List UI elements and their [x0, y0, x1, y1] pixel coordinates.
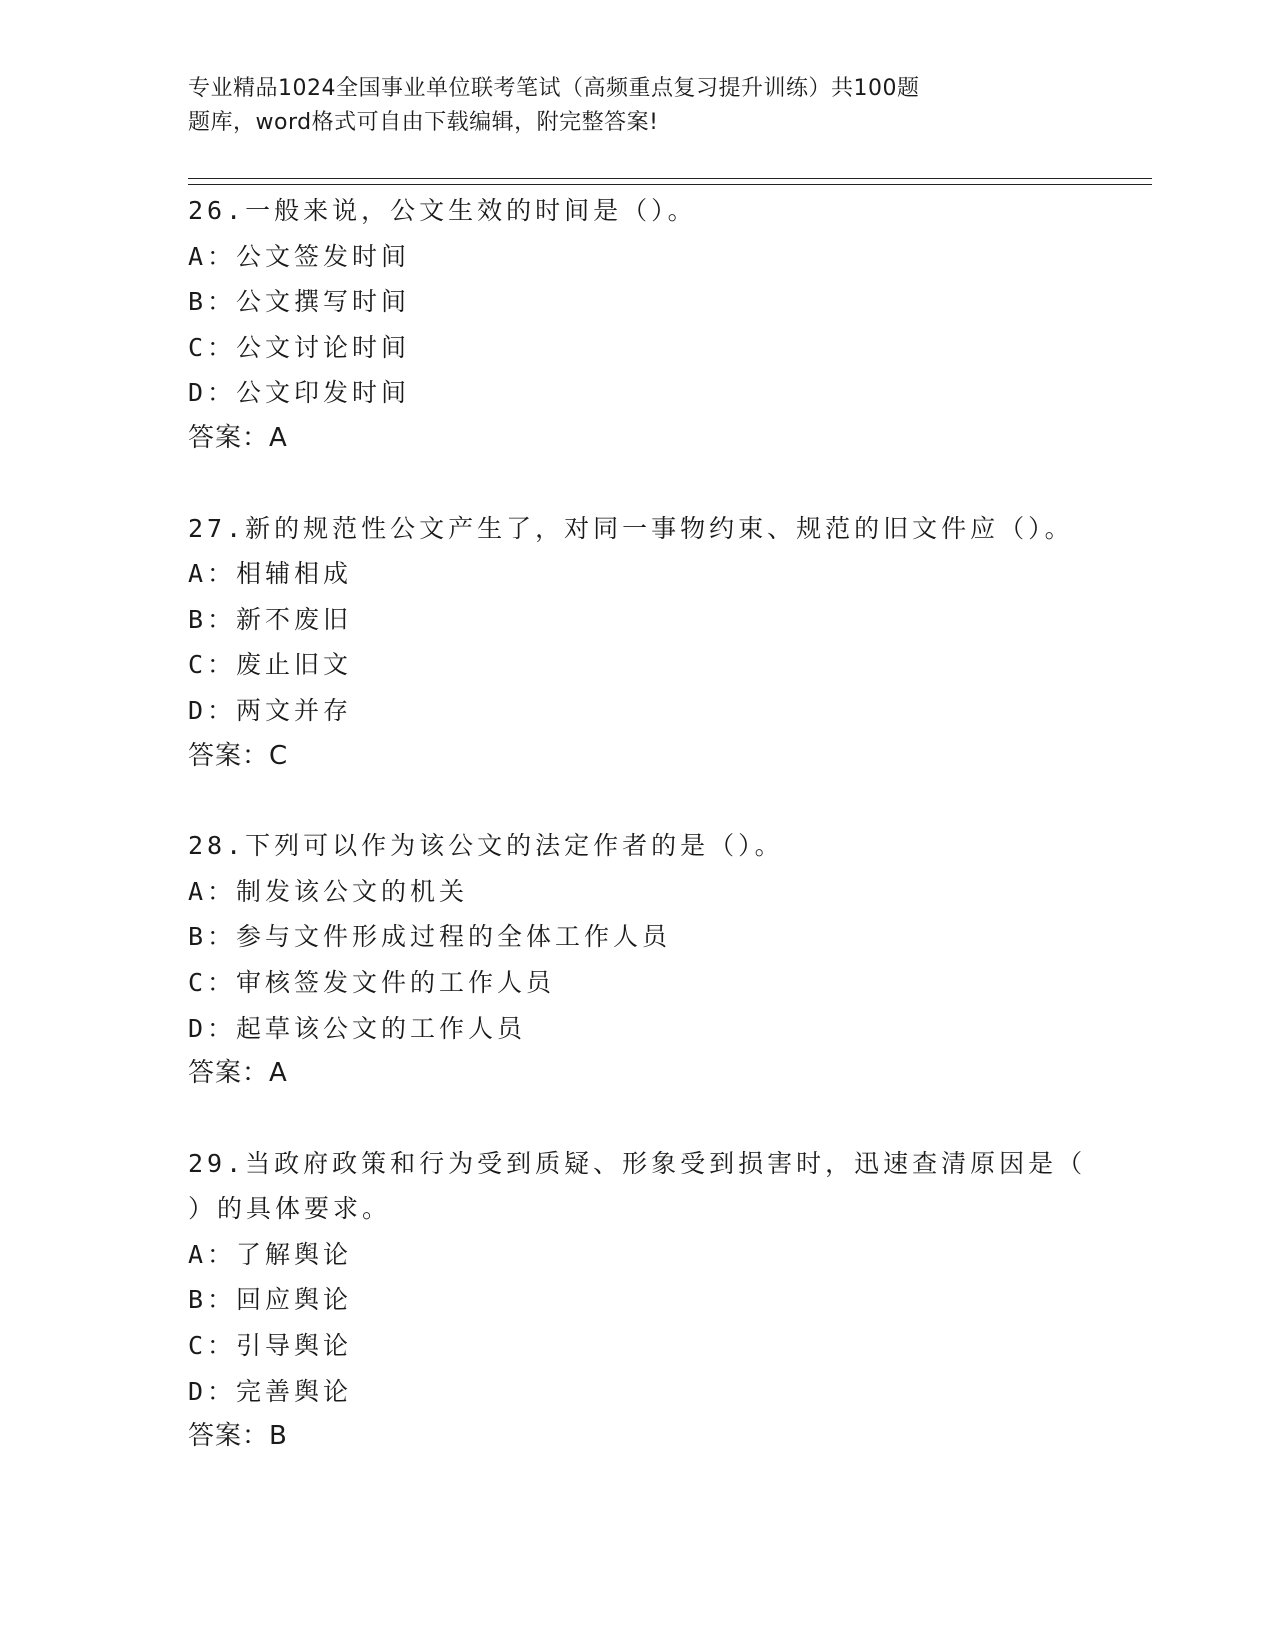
- option-a: A：制发该公文的机关: [188, 876, 469, 906]
- question-stem-line: 26.一般来说，公文生效的时间是（）。: [188, 196, 697, 225]
- question-stem-line: 28.下列可以作为该公文的法定作者的是（）。: [188, 831, 784, 861]
- header-divider-bottom: [188, 184, 1152, 185]
- question-stem-line-1: 29.当政府政策和行为受到质疑、形象受到损害时，迅速查清原因是（: [188, 1148, 1087, 1178]
- answer-label: 答案：A: [188, 422, 288, 453]
- question-28: [188, 823, 1088, 1097]
- question-stem-line: 27.新的规范性公文产生了，对同一事物约束、规范的旧文件应（）。: [188, 513, 1074, 543]
- answer-label: 答案：C: [188, 740, 289, 771]
- question-list: [188, 188, 1088, 1504]
- option-c: C：引导舆论: [188, 1331, 353, 1361]
- option-a: A：公文签发时间: [188, 241, 411, 271]
- option-b: B：公文撰写时间: [188, 287, 411, 317]
- option-d: D：完善舆论: [188, 1376, 353, 1406]
- question-stem: [188, 823, 1088, 869]
- question-29: [188, 1141, 1088, 1460]
- option-d: D：起草该公文的工作人员: [188, 1013, 527, 1043]
- option-c: C：审核签发文件的工作人员: [188, 967, 556, 997]
- option-d: D：公文印发时间: [188, 378, 411, 408]
- question-27: [188, 506, 1088, 780]
- answer-label: 答案：A: [188, 1058, 288, 1089]
- question-stem: [188, 506, 1088, 552]
- question-stem-line-2: ）的具体要求。: [188, 1194, 392, 1224]
- question-26: [188, 188, 1088, 462]
- option-a: A：相辅相成: [188, 559, 353, 589]
- option-c: C：公文讨论时间: [188, 332, 411, 362]
- option-a: A：了解舆论: [188, 1239, 353, 1269]
- option-b: B：新不废旧: [188, 604, 353, 634]
- header-line-2: 题库，word格式可自由下载编辑，附完整答案!: [188, 110, 659, 135]
- option-d: D：两文并存: [188, 695, 353, 725]
- option-b: B：参与文件形成过程的全体工作人员: [188, 922, 672, 952]
- option-c: C：废止旧文: [188, 650, 353, 680]
- header-divider-top: [188, 178, 1152, 179]
- header-line-1: 专业精品1024全国事业单位联考笔试（高频重点复习提升训练）共100题: [188, 76, 920, 101]
- question-stem: [188, 188, 1088, 234]
- answer-label: 答案：B: [188, 1421, 288, 1452]
- option-b: B：回应舆论: [188, 1285, 353, 1315]
- document-header: [188, 72, 1018, 140]
